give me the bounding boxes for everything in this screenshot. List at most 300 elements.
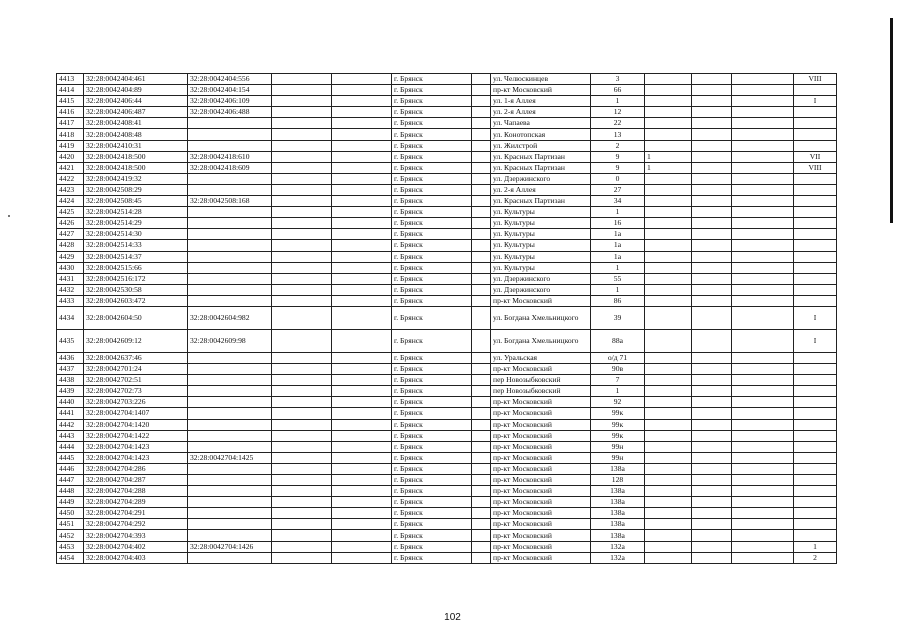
blank-cell bbox=[732, 329, 794, 352]
table-row bbox=[57, 140, 837, 151]
table-row bbox=[57, 306, 837, 329]
table-row bbox=[57, 386, 837, 397]
blank-cell bbox=[472, 329, 491, 352]
cadastral-number-cell: 32:28:0042508:45 bbox=[84, 196, 188, 207]
city-cell: г. Брянск bbox=[392, 207, 472, 218]
row-number-cell: 4424 bbox=[57, 196, 84, 207]
blank-cell bbox=[732, 184, 794, 195]
house-number-cell: 0 bbox=[591, 173, 645, 184]
blank-cell bbox=[732, 218, 794, 229]
blank-cell bbox=[332, 519, 392, 530]
city-cell: г. Брянск bbox=[392, 162, 472, 173]
row-number-cell: 4413 bbox=[57, 74, 84, 85]
table-row bbox=[57, 85, 837, 96]
blank-cell bbox=[692, 129, 732, 140]
blank-cell bbox=[272, 229, 332, 240]
blank-cell bbox=[472, 240, 491, 251]
street-cell: пр-кт Московский bbox=[491, 486, 591, 497]
premises-number-cell bbox=[794, 229, 837, 240]
table-row bbox=[57, 519, 837, 530]
row-number-cell: 4449 bbox=[57, 497, 84, 508]
premises-number-cell: VII bbox=[794, 151, 837, 162]
blank-cell bbox=[692, 530, 732, 541]
blank-cell bbox=[732, 508, 794, 519]
table-row bbox=[57, 74, 837, 85]
street-cell: пр-кт Московский bbox=[491, 452, 591, 463]
cadastral-number-cell: 32:28:0042404:461 bbox=[84, 74, 188, 85]
blank-cell bbox=[332, 430, 392, 441]
blank-cell bbox=[472, 352, 491, 363]
blank-cell bbox=[732, 475, 794, 486]
house-number-cell: 7 bbox=[591, 375, 645, 386]
blank-cell bbox=[732, 419, 794, 430]
premises-number-cell bbox=[794, 284, 837, 295]
street-cell: пр-кт Московский bbox=[491, 408, 591, 419]
extra-cell bbox=[645, 218, 692, 229]
cadastral-number-cell: 32:28:0042406:487 bbox=[84, 107, 188, 118]
blank-cell bbox=[272, 262, 332, 273]
extra-cell bbox=[645, 129, 692, 140]
blank-cell bbox=[272, 184, 332, 195]
blank-cell bbox=[472, 85, 491, 96]
street-cell: пр-кт Московский bbox=[491, 441, 591, 452]
blank-cell bbox=[472, 475, 491, 486]
street-cell: пр-кт Московский bbox=[491, 475, 591, 486]
blank-cell bbox=[692, 240, 732, 251]
street-cell: ул. Культуры bbox=[491, 251, 591, 262]
blank-cell bbox=[332, 452, 392, 463]
cadastral-number-cell: 32:28:0042704:1407 bbox=[84, 408, 188, 419]
blank-cell bbox=[332, 419, 392, 430]
blank-cell bbox=[692, 497, 732, 508]
related-cadastral-number-cell: 32:28:0042418:609 bbox=[188, 162, 272, 173]
cadastral-number-cell: 32:28:0042704:292 bbox=[84, 519, 188, 530]
table-row bbox=[57, 352, 837, 363]
blank-cell bbox=[692, 295, 732, 306]
premises-number-cell bbox=[794, 207, 837, 218]
blank-cell bbox=[692, 162, 732, 173]
blank-cell bbox=[272, 375, 332, 386]
blank-cell bbox=[332, 486, 392, 497]
house-number-cell: 3 bbox=[591, 74, 645, 85]
blank-cell bbox=[472, 375, 491, 386]
cadastral-number-cell: 32:28:0042704:402 bbox=[84, 541, 188, 552]
related-cadastral-number-cell: 32:28:0042404:154 bbox=[188, 85, 272, 96]
house-number-cell: 9 bbox=[591, 162, 645, 173]
house-number-cell: 99к bbox=[591, 430, 645, 441]
related-cadastral-number-cell bbox=[188, 352, 272, 363]
blank-cell bbox=[272, 408, 332, 419]
blank-cell bbox=[472, 419, 491, 430]
extra-cell bbox=[645, 173, 692, 184]
blank-cell bbox=[692, 85, 732, 96]
blank-cell bbox=[692, 229, 732, 240]
extra-cell bbox=[645, 508, 692, 519]
extra-cell bbox=[645, 295, 692, 306]
blank-cell bbox=[332, 118, 392, 129]
extra-cell bbox=[645, 463, 692, 474]
cadastral-number-cell: 32:28:0042702:73 bbox=[84, 386, 188, 397]
blank-cell bbox=[272, 329, 332, 352]
house-number-cell: 1 bbox=[591, 262, 645, 273]
page-number: 102 bbox=[444, 612, 461, 623]
row-number-cell: 4429 bbox=[57, 251, 84, 262]
row-number-cell: 4442 bbox=[57, 419, 84, 430]
blank-cell bbox=[332, 408, 392, 419]
premises-number-cell bbox=[794, 262, 837, 273]
blank-cell bbox=[332, 151, 392, 162]
cadastral-number-cell: 32:28:0042704:1422 bbox=[84, 430, 188, 441]
premises-number-cell: VIII bbox=[794, 162, 837, 173]
blank-cell bbox=[332, 541, 392, 552]
blank-cell bbox=[332, 229, 392, 240]
table-row bbox=[57, 262, 837, 273]
premises-number-cell bbox=[794, 508, 837, 519]
related-cadastral-number-cell bbox=[188, 430, 272, 441]
blank-cell bbox=[732, 386, 794, 397]
related-cadastral-number-cell bbox=[188, 419, 272, 430]
table-row bbox=[57, 295, 837, 306]
register-table-body bbox=[57, 74, 837, 564]
row-number-cell: 4445 bbox=[57, 452, 84, 463]
blank-cell bbox=[692, 397, 732, 408]
related-cadastral-number-cell bbox=[188, 530, 272, 541]
blank-cell bbox=[272, 240, 332, 251]
house-number-cell: 39 bbox=[591, 306, 645, 329]
blank-cell bbox=[692, 173, 732, 184]
extra-cell bbox=[645, 262, 692, 273]
premises-number-cell bbox=[794, 419, 837, 430]
blank-cell bbox=[732, 151, 794, 162]
blank-cell bbox=[692, 419, 732, 430]
blank-cell bbox=[472, 284, 491, 295]
blank-cell bbox=[732, 552, 794, 563]
cadastral-number-cell: 32:28:0042704:287 bbox=[84, 475, 188, 486]
street-cell: ул. Красных Партизан bbox=[491, 151, 591, 162]
table-row bbox=[57, 129, 837, 140]
related-cadastral-number-cell bbox=[188, 408, 272, 419]
premises-number-cell bbox=[794, 452, 837, 463]
related-cadastral-number-cell bbox=[188, 475, 272, 486]
street-cell: пр-кт Московский bbox=[491, 397, 591, 408]
blank-cell bbox=[692, 251, 732, 262]
blank-cell bbox=[732, 497, 794, 508]
cadastral-number-cell: 32:28:0042703:226 bbox=[84, 397, 188, 408]
blank-cell bbox=[272, 207, 332, 218]
blank-cell bbox=[332, 96, 392, 107]
table-row bbox=[57, 508, 837, 519]
related-cadastral-number-cell bbox=[188, 397, 272, 408]
blank-cell bbox=[472, 541, 491, 552]
city-cell: г. Брянск bbox=[392, 229, 472, 240]
extra-cell bbox=[645, 441, 692, 452]
street-cell: ул. Богдана Хмельницкого bbox=[491, 306, 591, 329]
blank-cell bbox=[332, 508, 392, 519]
blank-cell bbox=[732, 240, 794, 251]
house-number-cell: 90в bbox=[591, 364, 645, 375]
blank-cell bbox=[472, 207, 491, 218]
cadastral-number-cell: 32:28:0042408:41 bbox=[84, 118, 188, 129]
table-row bbox=[57, 441, 837, 452]
city-cell: г. Брянск bbox=[392, 497, 472, 508]
cadastral-number-cell: 32:28:0042704:289 bbox=[84, 497, 188, 508]
blank-cell bbox=[692, 352, 732, 363]
row-number-cell: 4434 bbox=[57, 306, 84, 329]
blank-cell bbox=[272, 218, 332, 229]
row-number-cell: 4430 bbox=[57, 262, 84, 273]
street-cell: ул. Культуры bbox=[491, 229, 591, 240]
related-cadastral-number-cell bbox=[188, 273, 272, 284]
blank-cell bbox=[332, 463, 392, 474]
house-number-cell: 1 bbox=[591, 207, 645, 218]
blank-cell bbox=[692, 273, 732, 284]
cadastral-number-cell: 32:28:0042516:172 bbox=[84, 273, 188, 284]
extra-cell: 1 bbox=[645, 162, 692, 173]
blank-cell bbox=[732, 530, 794, 541]
blank-cell bbox=[692, 329, 732, 352]
city-cell: г. Брянск bbox=[392, 284, 472, 295]
table-row bbox=[57, 196, 837, 207]
premises-number-cell bbox=[794, 196, 837, 207]
street-cell: ул. Красных Партизан bbox=[491, 162, 591, 173]
house-number-cell: 138а bbox=[591, 508, 645, 519]
blank-cell bbox=[272, 162, 332, 173]
blank-cell bbox=[332, 530, 392, 541]
related-cadastral-number-cell bbox=[188, 295, 272, 306]
related-cadastral-number-cell: 32:28:0042609:98 bbox=[188, 329, 272, 352]
city-cell: г. Брянск bbox=[392, 184, 472, 195]
blank-cell bbox=[732, 306, 794, 329]
extra-cell: 1 bbox=[645, 151, 692, 162]
blank-cell bbox=[332, 364, 392, 375]
city-cell: г. Брянск bbox=[392, 173, 472, 184]
blank-cell bbox=[732, 441, 794, 452]
table-row bbox=[57, 497, 837, 508]
house-number-cell: 99н bbox=[591, 452, 645, 463]
blank-cell bbox=[332, 386, 392, 397]
cadastral-number-cell: 32:28:0042514:37 bbox=[84, 251, 188, 262]
related-cadastral-number-cell: 32:28:0042704:1425 bbox=[188, 452, 272, 463]
blank-cell bbox=[472, 118, 491, 129]
extra-cell bbox=[645, 240, 692, 251]
blank-cell bbox=[332, 375, 392, 386]
blank-cell bbox=[692, 74, 732, 85]
extra-cell bbox=[645, 386, 692, 397]
house-number-cell: 1а bbox=[591, 240, 645, 251]
premises-number-cell: I bbox=[794, 329, 837, 352]
table-row bbox=[57, 452, 837, 463]
blank-cell bbox=[272, 497, 332, 508]
blank-cell bbox=[472, 530, 491, 541]
blank-cell bbox=[272, 129, 332, 140]
house-number-cell: 138а bbox=[591, 463, 645, 474]
blank-cell bbox=[472, 262, 491, 273]
city-cell: г. Брянск bbox=[392, 419, 472, 430]
city-cell: г. Брянск bbox=[392, 85, 472, 96]
premises-number-cell bbox=[794, 364, 837, 375]
house-number-cell: 66 bbox=[591, 85, 645, 96]
premises-number-cell bbox=[794, 218, 837, 229]
blank-cell bbox=[692, 519, 732, 530]
extra-cell bbox=[645, 96, 692, 107]
row-number-cell: 4450 bbox=[57, 508, 84, 519]
row-number-cell: 4438 bbox=[57, 375, 84, 386]
city-cell: г. Брянск bbox=[392, 486, 472, 497]
extra-cell bbox=[645, 364, 692, 375]
related-cadastral-number-cell: 32:28:0042404:556 bbox=[188, 74, 272, 85]
house-number-cell: 1 bbox=[591, 386, 645, 397]
extra-cell bbox=[645, 85, 692, 96]
city-cell: г. Брянск bbox=[392, 519, 472, 530]
blank-cell bbox=[272, 140, 332, 151]
house-number-cell: 16 bbox=[591, 218, 645, 229]
blank-cell bbox=[692, 441, 732, 452]
row-number-cell: 4452 bbox=[57, 530, 84, 541]
house-number-cell: 132а bbox=[591, 541, 645, 552]
blank-cell bbox=[732, 140, 794, 151]
row-number-cell: 4421 bbox=[57, 162, 84, 173]
blank-cell bbox=[272, 552, 332, 563]
blank-cell bbox=[692, 151, 732, 162]
related-cadastral-number-cell bbox=[188, 229, 272, 240]
street-cell: ул. Конотопская bbox=[491, 129, 591, 140]
house-number-cell: 138а bbox=[591, 519, 645, 530]
city-cell: г. Брянск bbox=[392, 452, 472, 463]
blank-cell bbox=[692, 508, 732, 519]
city-cell: г. Брянск bbox=[392, 430, 472, 441]
cadastral-number-cell: 32:28:0042704:291 bbox=[84, 508, 188, 519]
house-number-cell: 1а bbox=[591, 251, 645, 262]
related-cadastral-number-cell bbox=[188, 129, 272, 140]
blank-cell bbox=[272, 486, 332, 497]
blank-cell bbox=[472, 96, 491, 107]
extra-cell bbox=[645, 207, 692, 218]
street-cell: ул. Культуры bbox=[491, 262, 591, 273]
house-number-cell: 128 bbox=[591, 475, 645, 486]
city-cell: г. Брянск bbox=[392, 295, 472, 306]
related-cadastral-number-cell: 32:28:0042406:109 bbox=[188, 96, 272, 107]
street-cell: ул. Уральская bbox=[491, 352, 591, 363]
blank-cell bbox=[732, 364, 794, 375]
city-cell: г. Брянск bbox=[392, 397, 472, 408]
cadastral-number-cell: 32:28:0042609:12 bbox=[84, 329, 188, 352]
house-number-cell: 12 bbox=[591, 107, 645, 118]
blank-cell bbox=[472, 184, 491, 195]
blank-cell bbox=[272, 295, 332, 306]
blank-cell bbox=[732, 452, 794, 463]
blank-cell bbox=[472, 386, 491, 397]
street-cell: ул. Дзержинского bbox=[491, 284, 591, 295]
cadastral-number-cell: 32:28:0042704:403 bbox=[84, 552, 188, 563]
blank-cell bbox=[332, 262, 392, 273]
row-number-cell: 4441 bbox=[57, 408, 84, 419]
premises-number-cell bbox=[794, 140, 837, 151]
cadastral-number-cell: 32:28:0042514:33 bbox=[84, 240, 188, 251]
cadastral-number-cell: 32:28:0042701:24 bbox=[84, 364, 188, 375]
house-number-cell: 99к bbox=[591, 419, 645, 430]
street-cell: пр-кт Московский bbox=[491, 295, 591, 306]
premises-number-cell bbox=[794, 273, 837, 284]
blank-cell bbox=[732, 352, 794, 363]
extra-cell bbox=[645, 530, 692, 541]
premises-number-cell bbox=[794, 295, 837, 306]
blank-cell bbox=[472, 397, 491, 408]
blank-cell bbox=[732, 85, 794, 96]
blank-cell bbox=[472, 486, 491, 497]
related-cadastral-number-cell: 32:28:0042406:488 bbox=[188, 107, 272, 118]
blank-cell bbox=[272, 196, 332, 207]
blank-cell bbox=[692, 207, 732, 218]
table-row bbox=[57, 218, 837, 229]
row-number-cell: 4414 bbox=[57, 85, 84, 96]
related-cadastral-number-cell bbox=[188, 552, 272, 563]
related-cadastral-number-cell bbox=[188, 497, 272, 508]
house-number-cell: 1 bbox=[591, 96, 645, 107]
house-number-cell: 132а bbox=[591, 552, 645, 563]
house-number-cell: 92 bbox=[591, 397, 645, 408]
blank-cell bbox=[472, 229, 491, 240]
premises-number-cell bbox=[794, 85, 837, 96]
city-cell: г. Брянск bbox=[392, 273, 472, 284]
blank-cell bbox=[472, 552, 491, 563]
related-cadastral-number-cell bbox=[188, 463, 272, 474]
blank-cell bbox=[692, 375, 732, 386]
cadastral-number-cell: 32:28:0042514:30 bbox=[84, 229, 188, 240]
house-number-cell: 86 bbox=[591, 295, 645, 306]
street-cell: ул. Красных Партизан bbox=[491, 196, 591, 207]
cadastral-number-cell: 32:28:0042419:32 bbox=[84, 173, 188, 184]
blank-cell bbox=[732, 519, 794, 530]
table-row bbox=[57, 430, 837, 441]
blank-cell bbox=[732, 162, 794, 173]
cadastral-number-cell: 32:28:0042603:472 bbox=[84, 295, 188, 306]
table-row bbox=[57, 251, 837, 262]
street-cell: ул. Богдана Хмельницкого bbox=[491, 329, 591, 352]
related-cadastral-number-cell bbox=[188, 519, 272, 530]
house-number-cell: 88а bbox=[591, 329, 645, 352]
house-number-cell: 22 bbox=[591, 118, 645, 129]
blank-cell bbox=[732, 430, 794, 441]
scan-edge-mark bbox=[890, 18, 893, 223]
blank-cell bbox=[272, 107, 332, 118]
premises-number-cell bbox=[794, 408, 837, 419]
row-number-cell: 4423 bbox=[57, 184, 84, 195]
house-number-cell: 13 bbox=[591, 129, 645, 140]
street-cell: пр-кт Московский bbox=[491, 463, 591, 474]
street-cell: пр-кт Московский bbox=[491, 530, 591, 541]
table-row bbox=[57, 375, 837, 386]
blank-cell bbox=[272, 273, 332, 284]
city-cell: г. Брянск bbox=[392, 129, 472, 140]
blank-cell bbox=[472, 408, 491, 419]
city-cell: г. Брянск bbox=[392, 386, 472, 397]
city-cell: г. Брянск bbox=[392, 96, 472, 107]
extra-cell bbox=[645, 419, 692, 430]
related-cadastral-number-cell bbox=[188, 284, 272, 295]
table-row bbox=[57, 273, 837, 284]
blank-cell bbox=[272, 397, 332, 408]
table-row bbox=[57, 329, 837, 352]
premises-number-cell: 2 bbox=[794, 552, 837, 563]
blank-cell bbox=[472, 452, 491, 463]
row-number-cell: 4433 bbox=[57, 295, 84, 306]
street-cell: пр-кт Московский bbox=[491, 85, 591, 96]
row-number-cell: 4444 bbox=[57, 441, 84, 452]
cadastral-number-cell: 32:28:0042702:51 bbox=[84, 375, 188, 386]
blank-cell bbox=[332, 240, 392, 251]
blank-cell bbox=[472, 151, 491, 162]
blank-cell bbox=[332, 196, 392, 207]
